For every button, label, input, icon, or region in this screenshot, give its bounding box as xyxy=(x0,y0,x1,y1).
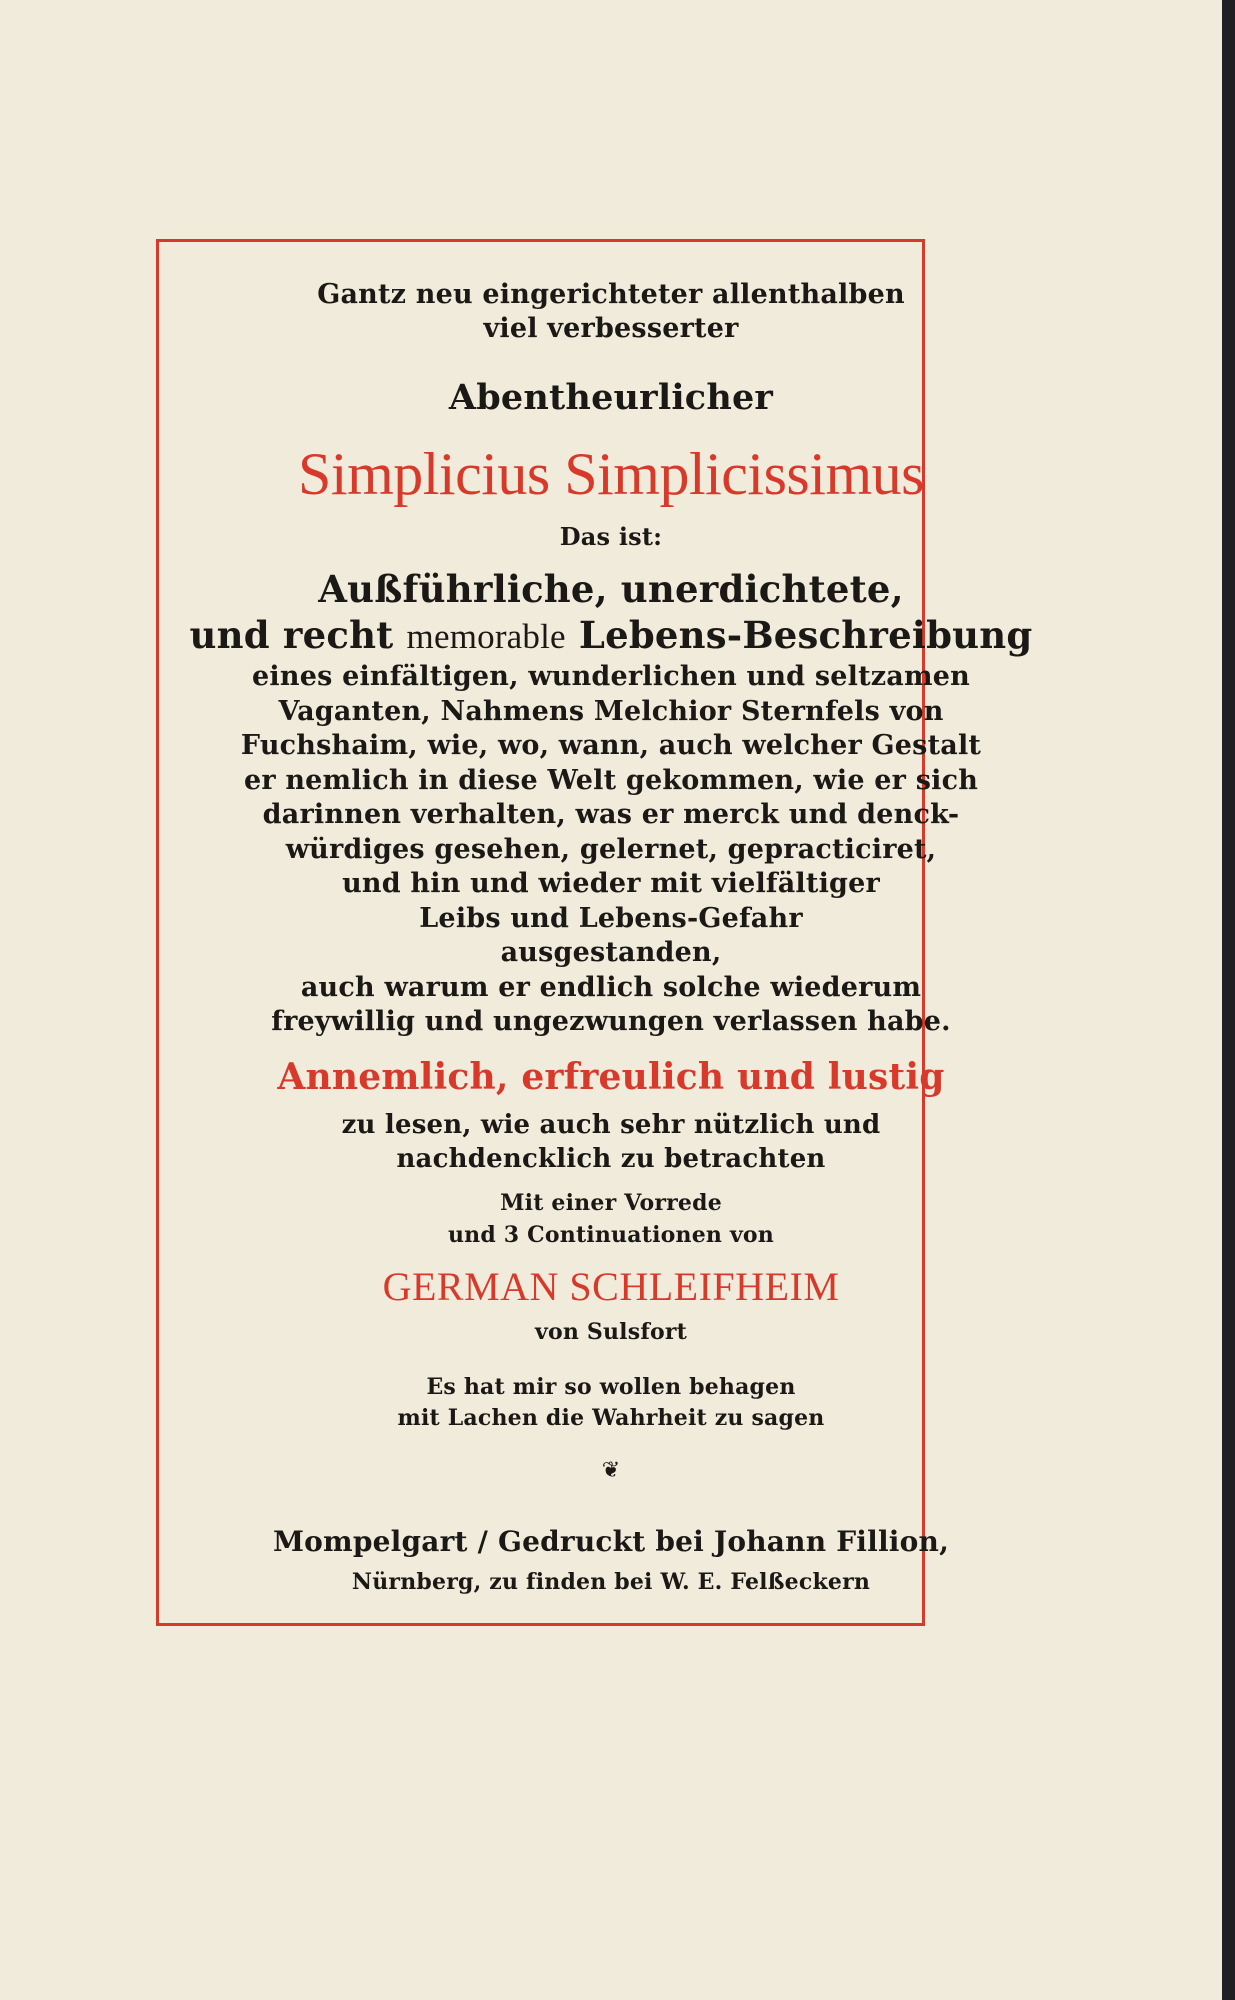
imprint-line-2: Nürnberg, zu finden bei W. E. Felßeckern xyxy=(351,1569,871,1595)
preface-note-line-2: und 3 Continuationen von xyxy=(447,1222,775,1248)
preface-note xyxy=(0,1187,1222,1251)
motto xyxy=(0,1372,1222,1434)
description-line: Vaganten, Nahmens Melchior Sternfels von xyxy=(278,695,944,727)
description-line: auch warum er endlich solche wiederum xyxy=(300,971,922,1003)
motto-line-2: mit Lachen die Wahrheit zu sagen xyxy=(397,1405,825,1431)
main-title: Simplicius Simplicissimus xyxy=(298,441,924,507)
description-line: eines einfältigen, wunderlichen und seltzamen xyxy=(252,661,970,692)
author-origin: von Sulsfort xyxy=(534,1319,688,1345)
subtitle-line-2-pre: und recht xyxy=(189,613,407,657)
description-line: würdiges gesehen, gelernet, gepracticiret, xyxy=(285,833,937,865)
imprint-line-1: Mompelgart / Gedruckt bei Johann Fillion, xyxy=(272,1525,950,1558)
description-line: und hin und wieder mit vielfältiger xyxy=(342,868,880,899)
reading-note xyxy=(0,1108,1222,1176)
imprint xyxy=(0,1522,1222,1602)
subtitle xyxy=(0,566,1222,660)
book-spine-edge xyxy=(1222,0,1235,2000)
description-line: Fuchshaim, wie, wo, wann, auch welcher Gestalt xyxy=(240,730,982,761)
subtitle-line-2-post: Lebens-Beschreibung xyxy=(565,613,1033,657)
motto-line-1: Es hat mir so wollen behagen xyxy=(426,1374,796,1400)
description-line: darinnen verhalten, was er merck und denck- xyxy=(262,799,960,830)
description-line: Leibs und Lebens-Gefahr xyxy=(419,902,803,934)
subtitle-memorable: memorable xyxy=(406,617,566,656)
description-line: ausgestanden, xyxy=(500,937,722,968)
description-line: er nemlich in diese Welt gekommen, wie er sich xyxy=(243,764,979,796)
title-adjective: Abentheurlicher xyxy=(448,377,774,418)
reading-note-line-2: nachdencklich zu betrachten xyxy=(396,1144,826,1174)
reading-note-line-1: zu lesen, wie auch sehr nützlich und xyxy=(341,1110,881,1140)
preamble xyxy=(0,278,1222,346)
subtitle-line-2 xyxy=(0,612,1222,660)
author-name: GERMAN SCHLEIFHEIM xyxy=(382,1264,840,1309)
description xyxy=(0,660,1222,1040)
das-ist: Das ist: xyxy=(559,522,663,551)
preface-note-line-1: Mit einer Vorrede xyxy=(500,1190,722,1216)
red-phrase: Annemlich, erfreulich und lustig xyxy=(277,1056,945,1098)
subtitle-line-1: Außführliche, unerdichtete, xyxy=(318,567,904,611)
fleuron-ornament-icon: ❦ xyxy=(601,1458,621,1483)
preamble-line-2: viel verbesserter xyxy=(483,313,739,344)
description-line: freywillig und ungezwungen verlassen habe. xyxy=(271,1006,951,1037)
preamble-line-1: Gantz neu eingerichteter allenthalben xyxy=(317,279,905,310)
